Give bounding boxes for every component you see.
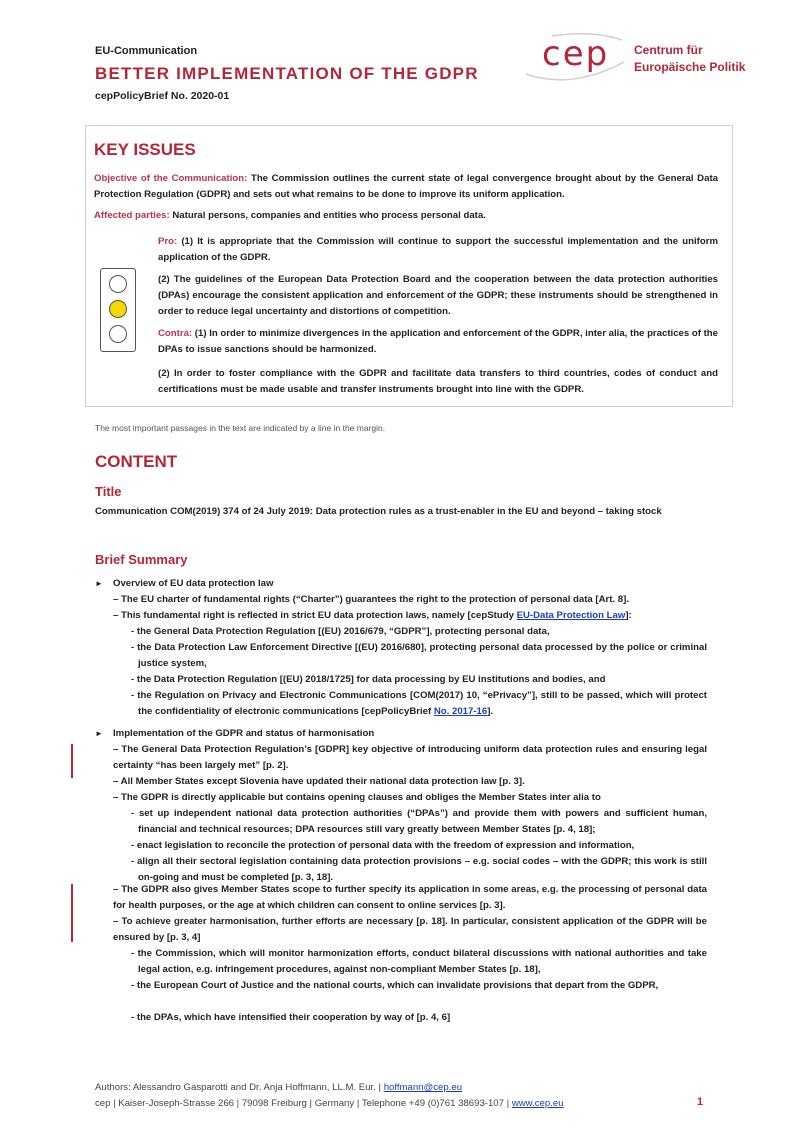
contra-label: Contra: [158,328,193,339]
key-issues-box [85,125,733,407]
affected-label: Affected parties: [94,210,170,221]
traffic-light-middle-lamp [109,300,127,318]
author-email-link[interactable]: hoffmann@cep.eu [383,1082,463,1093]
ov-2-iv-a: the Regulation on Privacy and Electronic Communications [COM(2017) 10, “ePrivacy”], still to be passed, which will protect the confidentiality of electronic communications [cepPolicyBrief [137,690,707,717]
list-item: - the Data Protection Law Enforcement Directive [(EU) 2016/680], protecting personal data processed by the police or criminal justice system, [131,642,707,669]
ov-2-ii: the Data Protection Law Enforcement Directive [(EU) 2016/680], protecting personal data processed by the police or criminal justice system, [137,642,707,669]
im-4: The GDPR also gives Member States scope to further specify its application in some areas, e.g. the processing of personal data for health purposes, or the age at which children can consent to online services [p. 3]. [113,884,707,911]
cepstudy-link[interactable]: EU-Data Protection Law [516,610,626,621]
affected-text: Natural persons, companies and entities who process personal data. [169,210,486,221]
list-item: - the European Court of Justice and the national courts, which can invalidate provisions that depart from the GDPR, [131,980,659,991]
list-item: – To achieve greater harmonisation, further efforts are necessary [p. 18]. In particular, consistent application of the GDPR will be ensured by [p. 3, 4] [113,916,707,943]
logo-line-2: Europäische Politik [634,60,746,74]
traffic-light-top-lamp [109,275,127,293]
arrow-bullet-icon: ► [95,579,103,588]
cep-logo [522,32,762,84]
list-item: - set up independent national data protection authorities (“DPAs”) and provide them with powers and sufficient human, financial and technical resources; DPA resources still vary greatly between Member States [p. 4, 18]; [131,808,707,835]
im-5-iii: the DPAs, which have intensified their cooperation by way of [p. 4, 6] [136,1012,451,1023]
im-3-i: set up independent national data protection authorities (“DPAs”) and provide them with powers and sufficient human, financial and technical resources; DPA resources still vary greatly between Member States [p. 4, 18]; [138,808,707,835]
im-3-ii: enact legislation to reconcile the protection of personal data with the freedom of expression and information, [136,840,635,851]
arrow-bullet-icon: ► [95,729,103,738]
contra-1-text: (1) In order to minimize divergences in the application and enforcement of the GDPR, inter alia, the practices of the DPAs to issue sanctions should be harmonized. [158,328,718,355]
im-3-iii: align all their sectoral legislation containing data protection provisions – e.g. social codes – with the GDPR; this work is still on-going and must be completed [p. 3, 18]. [137,856,707,883]
list-item: - the General Data Protection Regulation [(EU) 2016/679, “GDPR”], protecting personal data, [131,626,550,637]
ov-2-iii: the Data Protection Regulation [(EU) 2018/1725] for data processing by EU institutions and bodies, and [136,674,606,685]
contra-1 [158,326,718,358]
margin-note: The most important passages in the text are indicated by a line in the margin. [95,423,386,433]
pro-1 [158,234,718,266]
traffic-light-bottom-lamp [109,325,127,343]
list-item: - the DPAs, which have intensified their cooperation by way of [p. 4, 6] [131,1012,451,1023]
im-2: All Member States except Slovenia have updated their national data protection law [p. 3]. [120,776,525,787]
list-item: – The EU charter of fundamental rights (“Charter”) guarantees the right to the protection of personal data [Art. 8]. [113,594,630,605]
pro-label: Pro: [158,236,178,247]
key-issues-heading: KEY ISSUES [94,140,196,159]
authors-text: Authors: Alessandro Gasparotti and Dr. Anja Hoffmann, LL.M. Eur. | [95,1082,384,1093]
im-1: The General Data Protection Regulation’s [GDPR] key objective of introducing uniform data protection rules and ensuring legal certainty “has been largely met” [p. 2]. [113,744,707,771]
ov-2b: ]: [625,610,632,621]
ov-2-i: the General Data Protection Regulation [(EU) 2016/679, “GDPR”], protecting personal data, [136,626,550,637]
im-5-i: the Commission, which will monitor harmonization efforts, conduct bilateral discussions with national authorities and take legal action, e.g. infringement procedures, against non-compliant Member States [p. 18], [137,948,707,975]
list-item: - the Commission, which will monitor harmonization efforts, conduct bilateral discussions with national authorities and take legal action, e.g. infringement procedures, against non-compliant Member States [p. 18], [131,948,707,975]
page-number: 1 [697,1096,704,1108]
affected-paragraph [94,208,718,224]
logo-line-1: Centrum für [634,43,703,57]
title-heading: Title [95,484,122,499]
margin-line [71,884,73,942]
objective-paragraph [94,171,718,203]
ov-2-iv-b: ]. [487,706,494,717]
objective-label: Objective of the Communication: [94,173,248,184]
series-label: EU-Communication [95,45,198,57]
im-3: The GDPR is directly applicable but contains opening clauses and obliges the Member States inter alia to [121,792,601,803]
logo-text [634,42,745,76]
list-item: - the Data Protection Regulation [(EU) 2018/1725] for data processing by EU institutions and bodies, and [131,674,606,685]
list-item: - the Regulation on Privacy and Electronic Communications [COM(2017) 10, “ePrivacy”], still to be passed, which will protect the confidentiality of electronic communications [cepPolicyBrief No. 2017-16]. [131,690,707,717]
im-5: To achieve greater harmonisation, further efforts are necessary [p. 18]. In particular, consistent application of the GDPR will be ensured by [p. 3, 4] [113,916,707,943]
list-item: - enact legislation to reconcile the protection of personal data with the freedom of expression and information, [131,840,635,851]
list-item: – The GDPR also gives Member States scope to further specify its application in some areas, e.g. the processing of personal data for health purposes, or the age at which children can consent to online services [p. 3]. [113,884,707,911]
address-text: cep | Kaiser-Joseph-Strasse 266 | 79098 Freiburg | Germany | Telephone +49 (0)761 38693-107 | [95,1098,512,1109]
implementation-heading: Implementation of the GDPR and status of harmonisation [113,728,375,739]
im-5-ii: the European Court of Justice and the national courts, which can invalidate provisions that depart from the GDPR, [136,980,659,991]
list-item: – This fundamental right is reflected in strict EU data protection laws, namely [cepStudy EU-Data Protection Law]: [113,610,632,621]
summary-heading: Brief Summary [95,552,188,567]
list-item: – The General Data Protection Regulation’s [GDPR] key objective of introducing uniform data protection rules and ensuring legal certainty “has been largely met” [p. 2]. [113,744,707,771]
content-heading: CONTENT [95,452,178,471]
margin-line [71,744,73,778]
pro-1-text: (1) It is appropriate that the Commission will continue to support the successful implementation and the uniform application of the GDPR. [158,236,718,263]
footer-address [95,1098,564,1109]
document-title: BETTER IMPLEMENTATION OF THE GDPR [95,64,479,83]
brief-number: cepPolicyBrief No. 2020-01 [95,90,230,102]
pro-2: (2) The guidelines of the European Data Protection Board and the cooperation between the data protection authorities (DPAs) encourage the consistent application and enforcement of the GDPR; these instruments should be strengthened in order to reduce legal uncertainty and distortions of competition. [158,274,718,317]
traffic-light-icon [100,268,136,352]
title-text: Communication COM(2019) 374 of 24 July 2019: Data protection rules as a trust-enabler in the EU and beyond – taking stock [95,506,662,517]
list-item: – The GDPR is directly applicable but contains opening clauses and obliges the Member States inter alia to [113,792,601,803]
objective-text: The Commission outlines the current state of legal convergence brought about by the General Data Protection Regulation (GDPR) and sets out what remains to be done to improve its uniform application. [94,173,718,200]
logo-mark: cep [542,34,610,74]
contra-2: (2) In order to foster compliance with the GDPR and facilitate data transfers to third countries, codes of conduct and certifications must be made usable and transfer instruments brought into line with the GDPR. [158,368,718,395]
list-item: - align all their sectoral legislation containing data protection provisions – e.g. social codes – with the GDPR; this work is still on-going and must be completed [p. 3, 18]. [131,856,707,883]
footer-authors [95,1082,462,1093]
policybrief-link[interactable]: No. 2017-16 [433,706,488,717]
list-item: – All Member States except Slovenia have updated their national data protection law [p. 3]. [113,776,525,787]
ov-2a: This fundamental right is reflected in strict EU data protection laws, namely [cepStudy [121,610,517,621]
website-link[interactable]: www.cep.eu [511,1098,564,1109]
overview-heading: Overview of EU data protection law [113,578,274,589]
ov-1: The EU charter of fundamental rights (“Charter”) guarantees the right to the protection of personal data [Art. 8]. [121,594,630,605]
